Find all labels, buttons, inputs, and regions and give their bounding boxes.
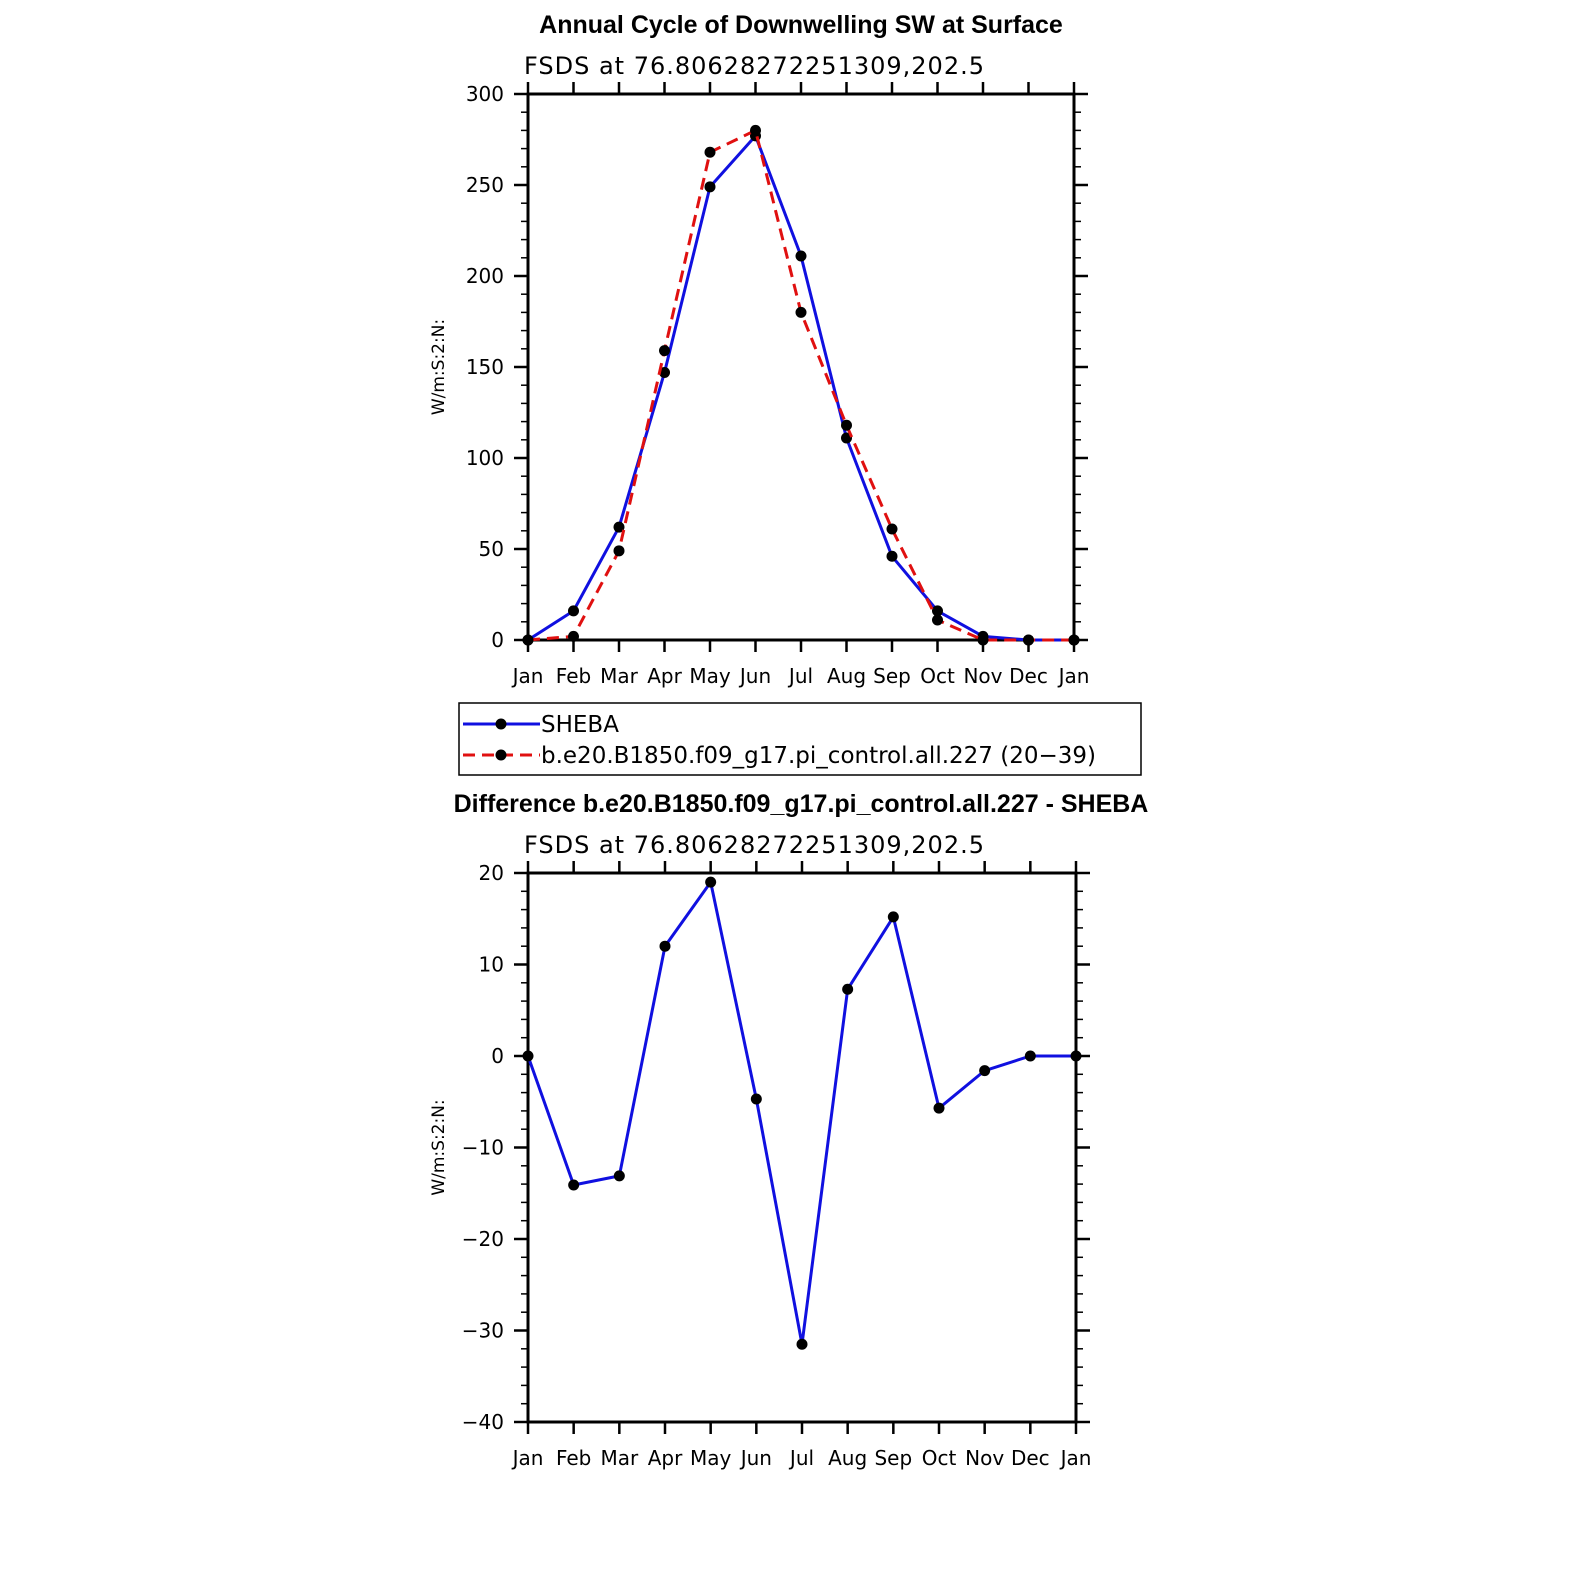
legend-label: SHEBA: [541, 712, 619, 738]
data-point: [887, 523, 898, 534]
x-tick-label: Feb: [555, 1446, 592, 1470]
data-point: [659, 345, 670, 356]
data-point: [705, 181, 716, 192]
y-tick-label: −30: [461, 1318, 504, 1343]
data-point: [841, 420, 852, 431]
series-line: [528, 130, 1074, 640]
y-tick-label: 250: [465, 173, 504, 197]
y-tick-label: 50: [478, 537, 504, 561]
x-tick-label: Dec: [1009, 664, 1048, 688]
data-point: [842, 984, 853, 995]
data-point: [614, 1170, 625, 1181]
series-line: [528, 136, 1074, 640]
x-tick-label: Jun: [740, 1446, 772, 1470]
x-tick-label: Feb: [555, 664, 592, 688]
data-point: [614, 545, 625, 556]
x-tick-label: Dec: [1010, 1446, 1050, 1470]
data-point: [568, 1180, 579, 1191]
data-point: [934, 1103, 945, 1114]
y-tick-label: 150: [465, 355, 504, 379]
data-point: [932, 614, 943, 625]
data-point: [1023, 635, 1034, 646]
x-tick-label: Nov: [963, 664, 1003, 688]
x-tick-label: Oct: [920, 664, 955, 688]
data-point: [568, 631, 579, 642]
x-tick-label: Jan: [1060, 1446, 1092, 1470]
y-tick-label: 20: [478, 861, 504, 885]
chart-title: Annual Cycle of Downwelling SW at Surface: [539, 11, 1063, 39]
chart-bottom: [429, 790, 1148, 1470]
y-tick-label: 0: [491, 628, 504, 652]
x-tick-label: Sep: [873, 664, 911, 688]
data-point: [887, 551, 898, 562]
data-point: [979, 1065, 990, 1076]
y-tick-label: −20: [461, 1227, 504, 1251]
y-tick-label: 0: [491, 1044, 504, 1068]
x-tick-label: Jul: [788, 664, 814, 688]
data-point: [1069, 635, 1080, 646]
y-axis-label: W/m:S:2:N:: [429, 318, 449, 416]
series-0: [523, 877, 1082, 1350]
data-point: [660, 941, 671, 952]
x-tick-label: May: [689, 1446, 732, 1470]
data-point: [796, 307, 807, 318]
x-tick-label: Jul: [789, 1446, 815, 1470]
legend: [459, 703, 1141, 775]
data-point: [978, 635, 989, 646]
x-tick-label: Oct: [921, 1446, 957, 1470]
y-tick-label: 100: [465, 446, 504, 470]
y-tick-label: 200: [465, 264, 504, 288]
x-tick-label: Jan: [512, 1446, 544, 1470]
x-tick-label: Nov: [965, 1446, 1005, 1470]
data-point: [797, 1339, 808, 1350]
x-tick-label: Jan: [1058, 664, 1090, 688]
data-point: [705, 877, 716, 888]
data-point: [705, 147, 716, 158]
legend-swatch-marker: [496, 719, 507, 730]
x-tick-label: Sep: [874, 1446, 913, 1470]
x-tick-label: Aug: [828, 1446, 868, 1470]
series-line: [528, 882, 1076, 1344]
data-point: [750, 125, 761, 136]
data-point: [751, 1094, 762, 1105]
legend-swatch-marker: [496, 750, 507, 761]
x-tick-label: Mar: [600, 1446, 639, 1470]
chart-title: Difference b.e20.B1850.f09_g17.pi_control.all.227 - SHEBA: [453, 790, 1149, 818]
data-point: [796, 250, 807, 261]
y-tick-label: −40: [461, 1410, 504, 1434]
y-tick-label: 300: [465, 82, 504, 106]
data-point: [1071, 1051, 1082, 1062]
data-point: [523, 635, 534, 646]
x-tick-label: Aug: [826, 664, 867, 688]
x-tick-label: Apr: [647, 1446, 683, 1470]
plot-frame: [528, 94, 1074, 640]
data-point: [888, 911, 899, 922]
series-0: [523, 130, 1080, 645]
data-point: [568, 605, 579, 616]
legend-label: b.e20.B1850.f09_g17.pi_control.all.227 (20−39): [541, 743, 1096, 769]
y-axis-label: W/m:S:2:N:: [429, 1099, 449, 1196]
series-1: [523, 125, 1080, 646]
chart-subtitle: FSDS at 76.80628272251309,202.5: [524, 52, 985, 80]
x-tick-label: Apr: [647, 664, 682, 688]
y-tick-label: −10: [461, 1135, 504, 1160]
x-tick-label: Jun: [739, 664, 772, 688]
x-tick-label: Mar: [600, 664, 638, 688]
chart-subtitle: FSDS at 76.80628272251309,202.5: [524, 831, 985, 859]
data-point: [1025, 1051, 1036, 1062]
y-tick-label: 10: [478, 952, 504, 977]
data-point: [523, 1051, 534, 1062]
chart-top: [429, 11, 1141, 775]
x-tick-label: May: [689, 664, 731, 688]
x-tick-label: Jan: [512, 664, 544, 688]
